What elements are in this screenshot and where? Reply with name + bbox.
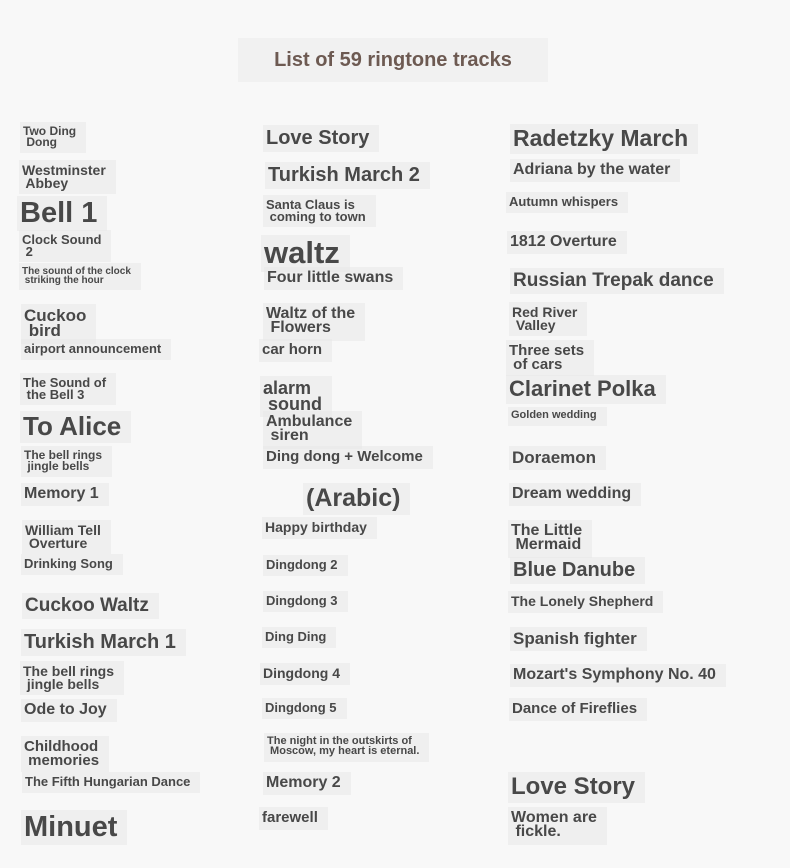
ringtone-title: Drinking Song: [24, 556, 113, 571]
ringtone-item: [266, 199, 366, 222]
ringtone-title: Two Ding Dong: [23, 124, 77, 149]
ringtone-title: The sound of the clock striking the hour: [22, 266, 131, 286]
ringtone-title: The night in the outskirts of Moscow, my heart is eternal.: [267, 735, 420, 757]
ringtone-item: [509, 196, 618, 208]
ringtone-title: Love Story: [266, 127, 370, 149]
ringtone-title: Turkish March 1: [24, 631, 176, 653]
ringtone-title: To Alice: [23, 411, 122, 441]
ringtone-item: [263, 667, 340, 680]
ringtone-title: Dingdong 4: [263, 665, 340, 681]
ringtone-item: [265, 702, 337, 714]
ringtone-item: [267, 737, 419, 757]
ringtone-title: Dingdong 5: [265, 700, 337, 715]
ringtone-item: [24, 811, 118, 843]
ringtone-title: The bell rings jingle bells: [23, 663, 115, 692]
ringtone-title: Memory 2: [266, 774, 341, 791]
ringtone-item: [306, 484, 401, 512]
ringtone-item: [513, 125, 689, 151]
ringtone-title: Clarinet Polka: [509, 376, 656, 401]
ringtone-title: Cuckoo bird: [24, 306, 87, 341]
ringtone-title: The bell rings jingle bells: [24, 448, 103, 473]
ringtone-item: [262, 343, 322, 357]
ringtone-title: Four little swans: [267, 269, 394, 286]
ringtone-item: [24, 308, 86, 339]
ringtone-item: [24, 633, 176, 651]
ringtone-title: airport announcement: [24, 341, 162, 356]
ringtone-title: Ding Ding: [265, 629, 327, 644]
ringtone-item: [509, 376, 656, 401]
ringtone-item: [511, 595, 653, 608]
ringtone-item: [511, 524, 582, 553]
ringtone-item: [24, 343, 161, 355]
ringtone-title: Memory 1: [24, 485, 99, 502]
ringtone-item: [513, 272, 714, 289]
ringtone-title: Women are fickle.: [511, 809, 597, 841]
ringtone-item: [511, 811, 597, 840]
ringtone-title: The Lonely Shepherd: [511, 593, 654, 609]
page-title: List of 59 ringtone tracks: [238, 38, 548, 82]
ringtone-item: [512, 306, 577, 331]
ringtone-item: [510, 235, 617, 249]
ringtone-item: [23, 411, 122, 441]
ringtone-title: 1812 Overture: [510, 233, 617, 250]
ringtone-item: [24, 703, 107, 717]
ringtone-title: Ambulance siren: [266, 413, 353, 445]
ringtone-title: Doraemon: [512, 448, 597, 467]
ringtone-item: [23, 377, 106, 400]
ringtone-item: [263, 378, 322, 415]
ringtone-title: Minuet: [24, 811, 118, 843]
ringtone-item: [266, 776, 341, 790]
ringtone-title: Ding dong + Welcome: [266, 448, 423, 465]
ringtone-item: [24, 450, 102, 472]
ringtone-title: (Arabic): [306, 484, 401, 512]
ringtone-title: Westminster Abbey: [22, 162, 106, 191]
ringtone-title: The Sound of the Bell 3: [23, 375, 107, 402]
ringtone-item: [266, 307, 355, 336]
ringtone-item: [24, 487, 99, 501]
ringtone-title: Adriana by the water: [513, 161, 671, 178]
ringtone-title: Bell 1: [20, 197, 98, 229]
ringtone-item: [265, 521, 367, 534]
ringtone-item: [23, 665, 114, 690]
ringtone-item: [266, 450, 423, 464]
ringtone-item: [511, 411, 597, 421]
ringtone-title: car horn: [262, 341, 323, 358]
ringtone-item: [25, 524, 101, 549]
ringtone-title: The Fifth Hungarian Dance: [25, 774, 191, 789]
ringtone-title: Russian Trepak dance: [513, 270, 714, 291]
ringtone-item: [513, 163, 670, 177]
ringtone-item: [512, 450, 596, 465]
ringtone-title: Three sets of cars: [509, 342, 585, 373]
ringtone-item: [265, 631, 326, 643]
ringtone-item: [267, 271, 393, 285]
ringtone-title: Santa Claus is coming to town: [266, 197, 366, 224]
ringtone-title: Waltz of the Flowers: [266, 305, 356, 337]
ringtone-title: Golden wedding: [511, 409, 597, 421]
ringtone-item: [266, 595, 338, 607]
ringtone-title: Childhood memories: [24, 738, 100, 769]
ringtone-item: [264, 235, 340, 270]
ringtone-title: alarm sound: [263, 378, 322, 415]
ringtone-title: Spanish fighter: [513, 629, 637, 648]
ringtone-item: [266, 559, 338, 571]
ringtone-title: Cuckoo Waltz: [25, 595, 149, 616]
ringtone-item: [22, 267, 131, 285]
ringtone-title: Autumn whispers: [509, 194, 619, 209]
ringtone-item: [266, 129, 369, 147]
ringtone-title: farewell: [262, 809, 318, 826]
ringtone-item: [20, 197, 98, 229]
ringtone-item: [262, 811, 318, 825]
ringtone-item: [513, 631, 637, 646]
ringtone-item: [511, 773, 636, 800]
ringtone-item: [268, 166, 420, 184]
ringtone-item: [513, 561, 635, 579]
ringtone-item: [22, 234, 101, 257]
ringtone-title: Turkish March 2: [268, 164, 420, 186]
ringtone-item: [512, 487, 631, 501]
ringtone-item: [24, 740, 99, 767]
ringtone-title: Clock Sound 2: [22, 232, 102, 259]
ringtone-title: Dream wedding: [512, 485, 632, 502]
ringtone-item: [266, 415, 352, 444]
ringtone-title: Dance of Fireflies: [512, 700, 638, 717]
ringtone-item: [25, 776, 190, 788]
ringtone-item: [23, 126, 76, 148]
ringtone-title: Red River Valley: [512, 304, 578, 333]
ringtone-title: Radetzky March: [513, 125, 689, 151]
ringtone-title: Happy birthday: [265, 519, 367, 535]
ringtone-title: waltz: [264, 235, 340, 270]
ringtone-title: Blue Danube: [513, 559, 636, 581]
ringtone-title: Mozart's Symphony No. 40: [513, 666, 716, 683]
ringtone-item: [512, 702, 637, 716]
ringtone-item: [509, 344, 584, 371]
ringtone-item: [22, 164, 106, 189]
ringtone-title: Love Story: [511, 773, 636, 800]
ringtone-title: Dingdong 2: [266, 557, 338, 572]
ringtone-item: [513, 668, 716, 682]
ringtone-title: The Little Mermaid: [511, 522, 583, 554]
ringtone-title: Dingdong 3: [266, 593, 338, 608]
ringtone-title: Ode to Joy: [24, 701, 107, 718]
ringtone-item: [24, 558, 113, 570]
ringtone-title: William Tell Overture: [25, 522, 101, 551]
ringtone-item: [25, 597, 149, 614]
